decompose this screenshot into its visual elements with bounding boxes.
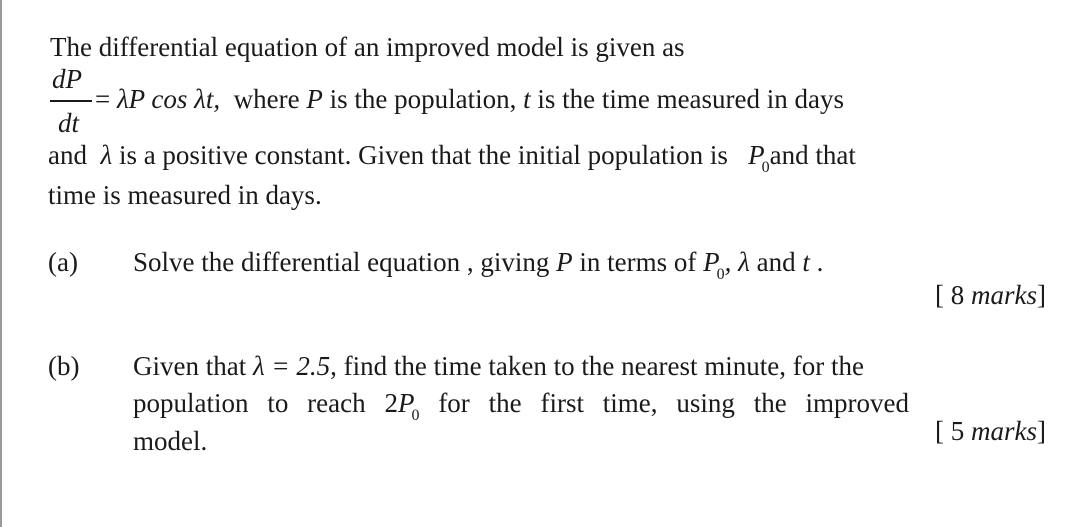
part-a-text-d: . <box>816 247 824 277</box>
intro-line-1 <box>50 34 685 61</box>
p0-subscript: 0 <box>761 159 770 176</box>
intro-and: and <box>48 140 87 170</box>
part-a-p0-subscript: 0 <box>716 266 725 283</box>
part-a-text-b: in terms of <box>579 247 697 277</box>
part-b-line1-rest: , find the time taken to the nearest minute, for the <box>330 351 864 381</box>
page-left-border <box>0 0 2 527</box>
intro-line3-end: and that <box>769 140 856 170</box>
equation-text-after: is the time measured in days <box>537 84 845 114</box>
part-a-marks-open: [ 8 <box>935 280 965 310</box>
intro-line-4 <box>48 182 322 209</box>
p0-base: P <box>748 140 765 170</box>
equation-line <box>95 86 844 113</box>
intro-text-end: time is measured in days. <box>48 180 322 210</box>
fraction-numerator: dP <box>52 64 82 94</box>
part-a-marks-close: ] <box>1037 280 1046 310</box>
part-b-line2-a: population to reach <box>133 388 366 418</box>
fraction-bar <box>50 100 92 102</box>
part-b-marks-word: marks <box>971 416 1037 446</box>
var-t: t <box>523 84 531 114</box>
intro-line3-mid: is a positive constant. Given that the initial population is <box>118 140 728 170</box>
part-b-marks <box>935 418 1046 445</box>
part-a-question <box>133 247 824 283</box>
equation-text-mid: is the population, <box>329 84 517 114</box>
part-a-text-c: and <box>756 247 796 277</box>
lambda-symbol: λ <box>100 140 113 170</box>
fraction-denominator: dt <box>58 108 80 138</box>
part-b-line3: model. <box>133 426 208 456</box>
part-a-lambda: , λ <box>724 247 750 277</box>
part-b-lambda-eq: λ = 2.5 <box>252 351 331 381</box>
part-a-p0-base: P <box>703 247 720 277</box>
part-b-p0-base: P <box>397 388 415 418</box>
part-b-given: Given that <box>133 351 247 381</box>
part-b-two: 2 <box>384 388 398 418</box>
derivative-fraction <box>48 64 98 140</box>
equation-rhs: λP cos λt, <box>116 84 221 114</box>
equation-equals: = <box>95 84 111 114</box>
part-a-label-text: (a) <box>48 247 78 277</box>
intro-text: The differential equation of an improved model is given as <box>50 32 685 62</box>
part-b-line-2 <box>133 388 910 424</box>
part-b-line-3 <box>133 428 207 455</box>
part-b-line-1 <box>133 353 864 380</box>
part-a-var-p: P <box>556 247 573 277</box>
part-b-marks-open: [ 5 <box>935 416 965 446</box>
part-a-var-t: t <box>802 247 810 277</box>
part-a-marks <box>935 282 1046 309</box>
part-b-p0-subscript: 0 <box>411 407 420 424</box>
part-a-text: Solve the differential equation , giving <box>133 247 550 277</box>
part-a-label <box>48 249 78 276</box>
part-b-label-text: (b) <box>48 351 80 381</box>
part-b-label <box>48 353 79 380</box>
intro-line-3 <box>48 140 856 176</box>
var-p: P <box>306 84 323 114</box>
part-a-marks-word: marks <box>971 280 1037 310</box>
part-b-marks-close: ] <box>1037 416 1046 446</box>
equation-text-before: where <box>233 84 300 114</box>
part-b-line2-b: for the first time, using the improved <box>438 388 910 418</box>
